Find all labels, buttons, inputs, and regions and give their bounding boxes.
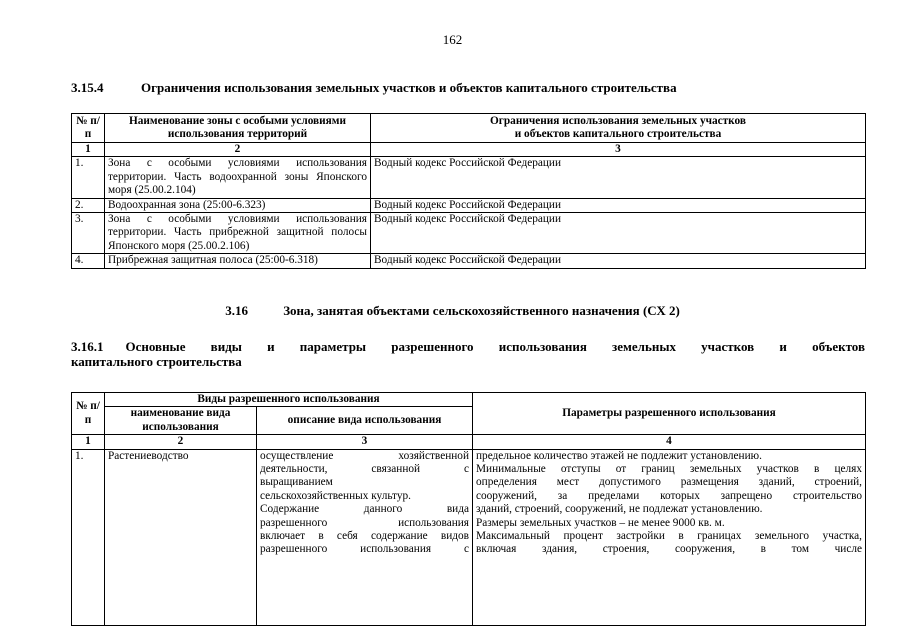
col-number: 4	[473, 435, 866, 449]
header-num: № п/п	[72, 114, 105, 143]
permitted-use-table	[71, 392, 866, 626]
section-heading-3-16-1	[71, 339, 865, 369]
row-name: Растениеводство	[105, 449, 257, 625]
desc-line: выращиванием	[260, 476, 333, 489]
desc-line: сельскохозяйственных культур.	[260, 489, 411, 502]
table-row	[72, 449, 866, 625]
header-restrictions-line2: и объектов капитального строительства	[514, 128, 722, 140]
col-number: 2	[105, 435, 257, 449]
desc-line: деятельности, связанной с	[260, 463, 469, 476]
header-params: Параметры разрешенного использования	[473, 393, 866, 435]
table-row	[72, 198, 866, 212]
params-line: определения мест допустимого размещения зданий, строений,	[476, 476, 862, 489]
row-num: 3.	[72, 213, 105, 254]
row-restriction: Водный кодекс Российской Федерации	[371, 198, 866, 212]
section-title: Зона, занятая объектами сельскохозяйственного назначения (СХ 2)	[283, 303, 680, 318]
row-zone: Водоохранная зона (25:00-6.323)	[105, 198, 371, 212]
restrictions-table	[71, 113, 866, 269]
section-title-line2: капитального строительства	[71, 354, 242, 369]
section-heading-3-15-4	[71, 80, 677, 95]
params-line: зданий, строений, сооружений, не подлежат установлению.	[476, 503, 763, 516]
section-number: 3.16	[225, 303, 248, 318]
row-num: 1.	[72, 449, 105, 625]
section-number: 3.16.1	[71, 339, 104, 354]
header-types-group: Виды разрешенного использования	[105, 393, 473, 407]
desc-line: осуществление хозяйственной	[260, 449, 469, 462]
header-restrictions	[371, 114, 866, 143]
desc-line: Содержание данного вида	[260, 503, 469, 516]
section-heading-3-16	[0, 303, 905, 318]
table-row	[72, 213, 866, 254]
desc-line: включает в себя содержание видов	[260, 530, 469, 543]
params-line: Размеры земельных участков – не менее 9000 кв. м.	[476, 516, 725, 529]
col-number: 3	[257, 435, 473, 449]
header-type-desc: описание вида использования	[257, 407, 473, 435]
header-restrictions-line1: Ограничения использования земельных участков	[489, 114, 747, 127]
header-num: № п/п	[72, 393, 105, 435]
row-num: 4.	[72, 254, 105, 268]
row-restriction: Водный кодекс Российской Федерации	[371, 213, 866, 254]
section-title: Ограничения использования земельных участков и объектов капитального строительства	[141, 80, 677, 95]
section-title-line1: 3.16.1 Основные виды и параметры разрешенного использования земельных участков и объектов	[71, 339, 865, 354]
header-type-name: наименование вида использования	[105, 407, 257, 435]
params-line: Максимальный процент застройки в границах земельного участка,	[476, 530, 862, 543]
row-params	[473, 449, 866, 625]
row-num: 2.	[72, 198, 105, 212]
row-restriction: Водный кодекс Российской Федерации	[371, 254, 866, 268]
header-zone-name: Наименование зоны с особыми условиями использования территорий	[105, 114, 371, 143]
row-zone: Зона с особыми условиями использования территории. Часть водоохранной зоны Японского моря (25.00.2.104)	[105, 157, 371, 198]
row-num: 1.	[72, 157, 105, 198]
col-number: 2	[105, 143, 371, 157]
params-line: предельное количество этажей не подлежит установлению.	[476, 449, 762, 462]
desc-line: разрешенного использования с	[260, 543, 469, 556]
params-line: сооружений, за пределами которых запрещено строительство	[476, 489, 862, 502]
table-row	[72, 254, 866, 268]
params-line: Минимальные отступы от границ земельных участков в целях	[476, 463, 862, 476]
params-line: включая здания, строения, сооружения, в том числе	[476, 543, 862, 556]
table-row	[72, 157, 866, 198]
row-description	[257, 449, 473, 625]
page-number: 162	[442, 32, 463, 47]
row-restriction: Водный кодекс Российской Федерации	[371, 157, 866, 198]
desc-line: разрешенного использования	[260, 516, 469, 529]
col-number: 1	[72, 143, 105, 157]
col-number: 1	[72, 435, 105, 449]
col-number: 3	[371, 143, 866, 157]
row-zone: Прибрежная защитная полоса (25:00-6.318)	[105, 254, 371, 268]
section-number: 3.15.4	[71, 80, 104, 95]
row-zone: Зона с особыми условиями использования территории. Часть прибрежной защитной полосы Японского моря (25.00.2.106)	[105, 213, 371, 254]
